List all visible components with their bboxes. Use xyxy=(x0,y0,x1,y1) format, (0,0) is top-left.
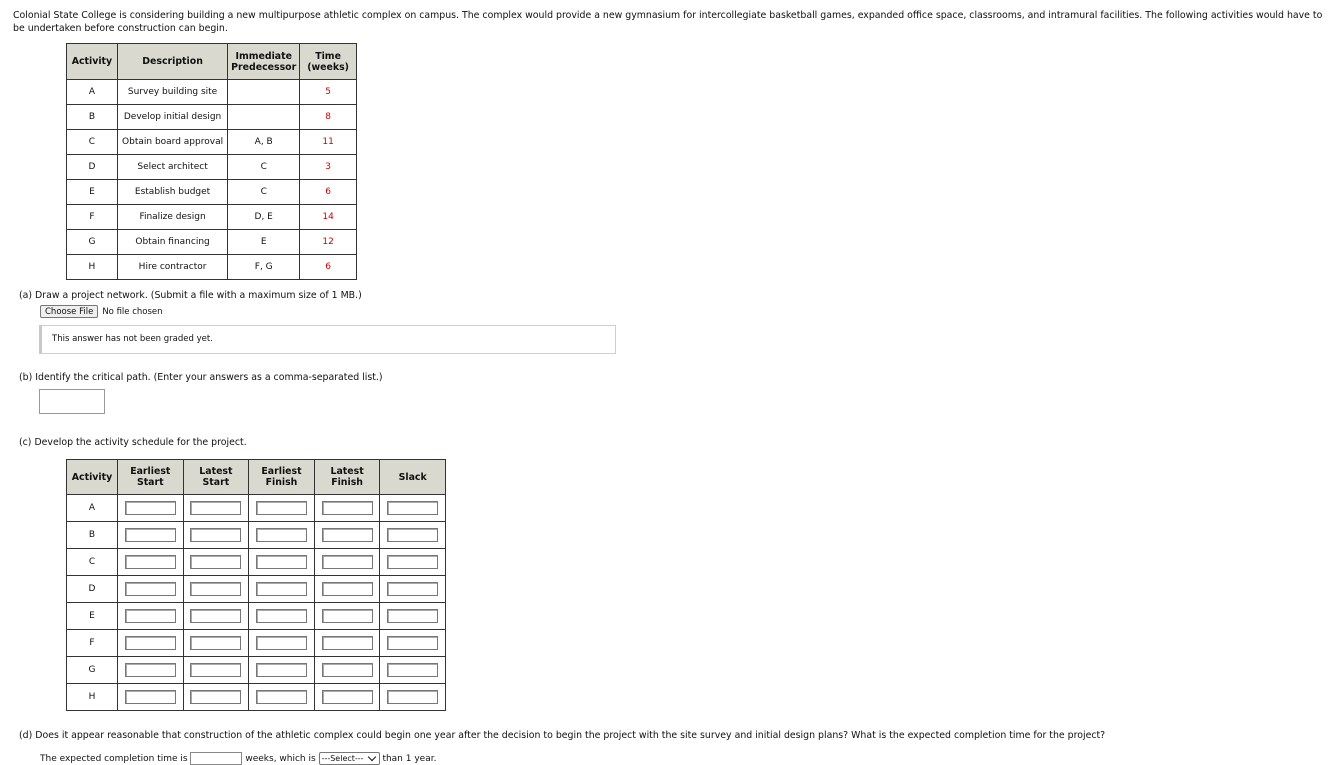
predecessor-cell: C xyxy=(228,180,300,205)
latest-finish-cell xyxy=(314,495,380,522)
predecessor-cell: D, E xyxy=(228,205,300,230)
time-cell: 6 xyxy=(300,255,357,280)
earliest-start-cell xyxy=(118,522,184,549)
slack-input[interactable] xyxy=(387,555,438,569)
description-cell: Survey building site xyxy=(117,80,227,105)
earliest-start-cell xyxy=(118,657,184,684)
header-predecessor: Immediate Predecessor xyxy=(228,44,300,80)
predecessor-cell: F, G xyxy=(228,255,300,280)
description-cell: Establish budget xyxy=(117,180,227,205)
earliest-start-input[interactable] xyxy=(125,528,176,542)
latest-finish-cell xyxy=(314,576,380,603)
activity-row xyxy=(67,105,357,130)
predecessor-cell: C xyxy=(228,155,300,180)
schedule-activity-cell: B xyxy=(67,522,118,549)
slack-input[interactable] xyxy=(387,690,438,704)
description-cell: Obtain board approval xyxy=(117,130,227,155)
predecessor-cell xyxy=(228,80,300,105)
description-cell: Obtain financing xyxy=(117,230,227,255)
time-cell: 12 xyxy=(300,230,357,255)
earliest-finish-input[interactable] xyxy=(256,636,307,650)
slack-input[interactable] xyxy=(387,501,438,515)
slack-input[interactable] xyxy=(387,636,438,650)
earliest-finish-cell xyxy=(249,630,315,657)
completion-answer-line xyxy=(40,752,436,765)
latest-finish-input[interactable] xyxy=(322,501,373,515)
schedule-activity-cell: E xyxy=(67,603,118,630)
description-cell: Develop initial design xyxy=(117,105,227,130)
problem-intro: Colonial State College is considering building a new multipurpose athletic complex on campus. The complex would provide a new gymnasium for intercollegiate basketball games, expanded office space, classrooms, and intramural facilities. The following activities would have to be undertaken before construction can begin. xyxy=(13,10,1323,34)
latest-finish-input[interactable] xyxy=(322,582,373,596)
header-latest-start: Latest Start xyxy=(183,460,249,495)
choose-file-button[interactable]: Choose File xyxy=(40,305,98,318)
time-cell: 5 xyxy=(300,80,357,105)
slack-cell xyxy=(380,549,446,576)
earliest-start-input[interactable] xyxy=(125,609,176,623)
slack-cell xyxy=(380,630,446,657)
activity-row xyxy=(67,230,357,255)
schedule-activity-cell: A xyxy=(67,495,118,522)
schedule-row xyxy=(67,684,446,711)
completion-middle: weeks, which is xyxy=(245,754,316,764)
schedule-row xyxy=(67,657,446,684)
schedule-row xyxy=(67,630,446,657)
header-earliest-finish: Earliest Finish xyxy=(249,460,315,495)
latest-start-input[interactable] xyxy=(190,636,241,650)
time-cell: 6 xyxy=(300,180,357,205)
question-a: (a) Draw a project network. (Submit a file with a maximum size of 1 MB.) xyxy=(19,290,362,301)
earliest-finish-input[interactable] xyxy=(256,528,307,542)
slack-cell xyxy=(380,657,446,684)
latest-finish-input[interactable] xyxy=(322,663,373,677)
latest-start-cell xyxy=(183,549,249,576)
activity-row xyxy=(67,255,357,280)
latest-finish-input[interactable] xyxy=(322,555,373,569)
latest-start-input[interactable] xyxy=(190,690,241,704)
schedule-row xyxy=(67,549,446,576)
slack-cell xyxy=(380,603,446,630)
header-activity: Activity xyxy=(67,460,118,495)
earliest-finish-input[interactable] xyxy=(256,690,307,704)
latest-finish-cell xyxy=(314,630,380,657)
latest-finish-input[interactable] xyxy=(322,528,373,542)
latest-finish-cell xyxy=(314,603,380,630)
earliest-finish-cell xyxy=(249,495,315,522)
slack-input[interactable] xyxy=(387,528,438,542)
schedule-activity-cell: F xyxy=(67,630,118,657)
header-latest-finish: Latest Finish xyxy=(314,460,380,495)
activity-table xyxy=(66,43,357,280)
slack-input[interactable] xyxy=(387,609,438,623)
earliest-start-cell xyxy=(118,630,184,657)
latest-start-cell xyxy=(183,630,249,657)
question-b: (b) Identify the critical path. (Enter your answers as a comma-separated list.) xyxy=(19,372,383,383)
activity-cell: B xyxy=(67,105,118,130)
activity-row xyxy=(67,205,357,230)
earliest-finish-input[interactable] xyxy=(256,555,307,569)
header-slack: Slack xyxy=(380,460,446,495)
schedule-row xyxy=(67,603,446,630)
time-cell: 3 xyxy=(300,155,357,180)
header-description: Description xyxy=(117,44,227,80)
schedule-table xyxy=(66,459,446,711)
earliest-start-input[interactable] xyxy=(125,636,176,650)
description-cell: Hire contractor xyxy=(117,255,227,280)
earliest-start-input[interactable] xyxy=(125,582,176,596)
critical-path-input[interactable] xyxy=(39,389,105,414)
time-cell: 8 xyxy=(300,105,357,130)
latest-start-cell xyxy=(183,495,249,522)
earliest-finish-cell xyxy=(249,684,315,711)
activity-cell: C xyxy=(67,130,118,155)
grade-status-box: This answer has not been graded yet. xyxy=(39,325,616,354)
latest-start-input[interactable] xyxy=(190,582,241,596)
slack-cell xyxy=(380,522,446,549)
slack-cell xyxy=(380,495,446,522)
activity-cell: D xyxy=(67,155,118,180)
question-d: (d) Does it appear reasonable that construction of the athletic complex could begin one year after the decision to begin the project with the site survey and initial design plans? What is the expected completion time for the project? xyxy=(19,730,1106,741)
earliest-finish-input[interactable] xyxy=(256,501,307,515)
latest-start-cell xyxy=(183,603,249,630)
predecessor-cell xyxy=(228,105,300,130)
question-c: (c) Develop the activity schedule for the project. xyxy=(19,437,247,448)
predecessor-cell: A, B xyxy=(228,130,300,155)
schedule-row xyxy=(67,495,446,522)
header-activity: Activity xyxy=(67,44,118,80)
latest-finish-input[interactable] xyxy=(322,636,373,650)
slack-cell xyxy=(380,576,446,603)
schedule-activity-cell: G xyxy=(67,657,118,684)
slack-input[interactable] xyxy=(387,663,438,677)
latest-start-input[interactable] xyxy=(190,555,241,569)
file-status: No file chosen xyxy=(102,306,163,317)
latest-start-cell xyxy=(183,657,249,684)
activity-row xyxy=(67,180,357,205)
earliest-start-cell xyxy=(118,495,184,522)
description-cell: Select architect xyxy=(117,155,227,180)
earliest-start-cell xyxy=(118,603,184,630)
latest-finish-cell xyxy=(314,657,380,684)
latest-start-input[interactable] xyxy=(190,501,241,515)
latest-finish-cell xyxy=(314,522,380,549)
latest-finish-input[interactable] xyxy=(322,690,373,704)
comparison-select[interactable] xyxy=(319,752,380,765)
slack-cell xyxy=(380,684,446,711)
chevron-down-icon xyxy=(367,752,375,760)
latest-finish-cell xyxy=(314,549,380,576)
earliest-start-input[interactable] xyxy=(125,663,176,677)
activity-row xyxy=(67,130,357,155)
latest-finish-cell xyxy=(314,684,380,711)
schedule-row xyxy=(67,576,446,603)
earliest-start-input[interactable] xyxy=(125,690,176,704)
description-cell: Finalize design xyxy=(117,205,227,230)
activity-cell: A xyxy=(67,80,118,105)
schedule-activity-cell: H xyxy=(67,684,118,711)
latest-finish-input[interactable] xyxy=(322,609,373,623)
earliest-finish-cell xyxy=(249,576,315,603)
time-cell: 11 xyxy=(300,130,357,155)
earliest-finish-cell xyxy=(249,549,315,576)
time-cell: 14 xyxy=(300,205,357,230)
activity-cell: H xyxy=(67,255,118,280)
activity-cell: F xyxy=(67,205,118,230)
schedule-activity-cell: D xyxy=(67,576,118,603)
earliest-finish-cell xyxy=(249,522,315,549)
latest-start-input[interactable] xyxy=(190,528,241,542)
slack-input[interactable] xyxy=(387,582,438,596)
completion-prefix: The expected completion time is xyxy=(40,754,188,764)
file-upload xyxy=(40,305,163,318)
earliest-start-input[interactable] xyxy=(125,555,176,569)
activity-row xyxy=(67,155,357,180)
completion-suffix: than 1 year. xyxy=(382,754,437,764)
header-earliest-start: Earliest Start xyxy=(118,460,184,495)
earliest-start-cell xyxy=(118,684,184,711)
earliest-start-cell xyxy=(118,576,184,603)
comparison-select-value: ---Select--- xyxy=(321,753,364,763)
earliest-finish-cell xyxy=(249,603,315,630)
latest-start-cell xyxy=(183,576,249,603)
latest-start-input[interactable] xyxy=(190,609,241,623)
earliest-finish-input[interactable] xyxy=(256,582,307,596)
earliest-start-input[interactable] xyxy=(125,501,176,515)
latest-start-input[interactable] xyxy=(190,663,241,677)
earliest-start-cell xyxy=(118,549,184,576)
schedule-table-header xyxy=(67,460,446,495)
earliest-finish-input[interactable] xyxy=(256,609,307,623)
activity-table-header xyxy=(67,44,357,80)
latest-start-cell xyxy=(183,684,249,711)
activity-cell: E xyxy=(67,180,118,205)
schedule-activity-cell: C xyxy=(67,549,118,576)
predecessor-cell: E xyxy=(228,230,300,255)
schedule-row xyxy=(67,522,446,549)
earliest-finish-cell xyxy=(249,657,315,684)
latest-start-cell xyxy=(183,522,249,549)
activity-row xyxy=(67,80,357,105)
completion-time-input[interactable] xyxy=(190,752,242,765)
activity-cell: G xyxy=(67,230,118,255)
earliest-finish-input[interactable] xyxy=(256,663,307,677)
header-time: Time (weeks) xyxy=(300,44,357,80)
